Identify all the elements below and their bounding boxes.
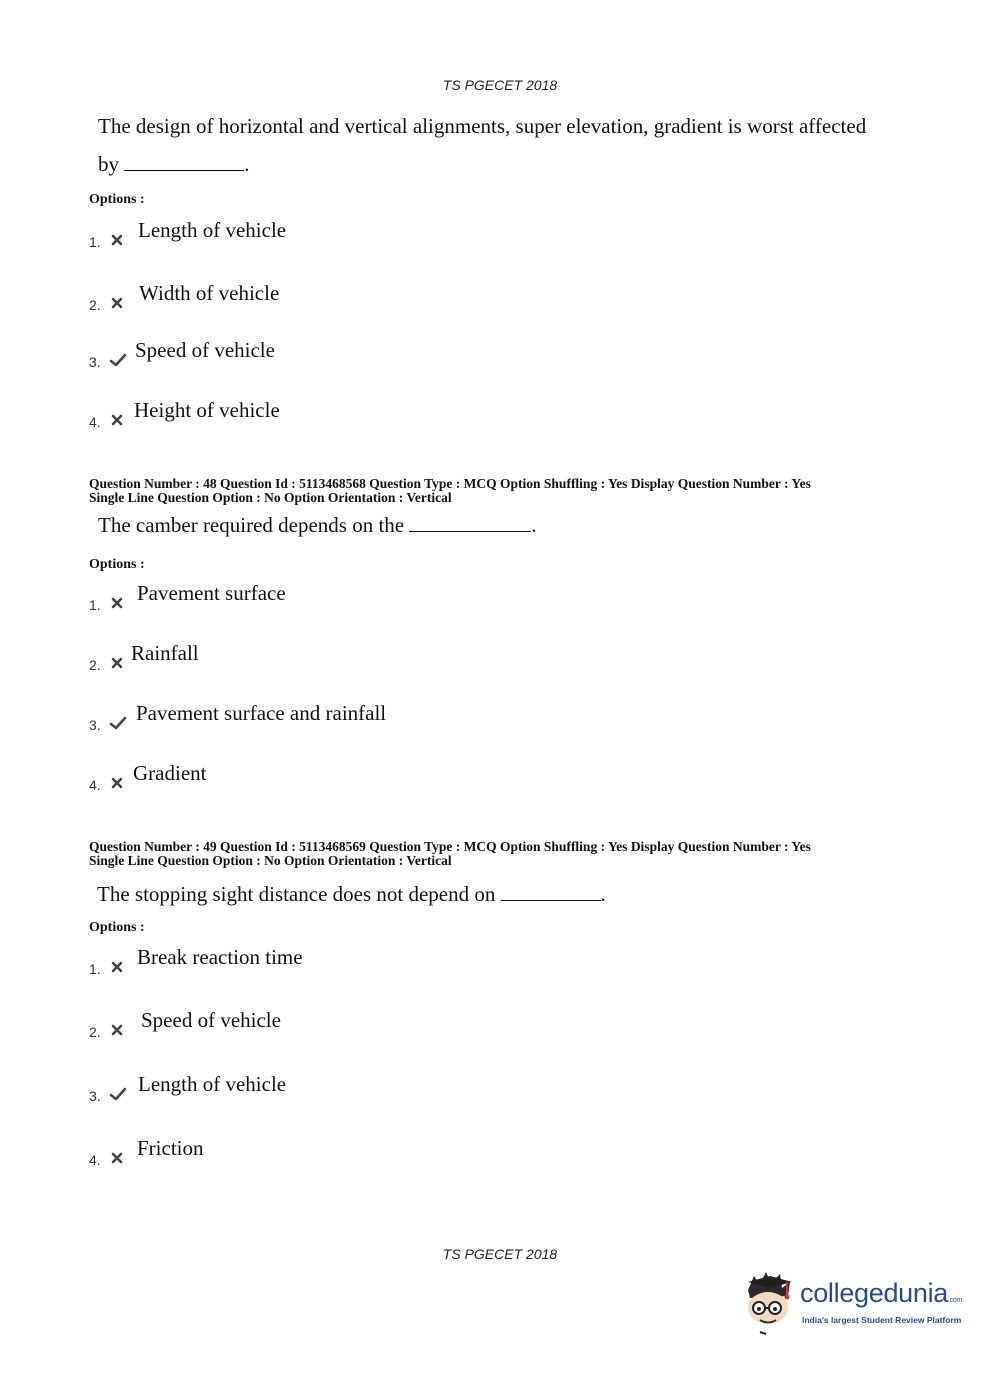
option-number: 4.	[89, 777, 101, 793]
option-number: 2.	[89, 1024, 101, 1040]
option-label: Break reaction time	[137, 945, 303, 969]
option-label: Gradient	[133, 761, 207, 785]
option-number: 3.	[89, 1088, 101, 1104]
question-49-period: .	[600, 882, 606, 906]
option-number: 1.	[89, 961, 101, 977]
option-number: 3.	[89, 354, 101, 370]
wrong-cross-icon	[109, 655, 125, 671]
question-48-options-label: Options :	[89, 557, 145, 572]
option-label: Rainfall	[131, 641, 199, 665]
logo-brand-text: collegedunia	[800, 1278, 949, 1308]
wrong-cross-icon	[109, 595, 125, 611]
option-number: 1.	[89, 597, 101, 613]
option-label: Pavement surface and rainfall	[136, 701, 387, 725]
page-footer: TS PGECET 2018	[442, 1246, 558, 1262]
question-49-meta-line1: Question Number : 49 Question Id : 5113468569 Question Type : MCQ Option Shuffling : Yes Display Question Number : Yes	[89, 839, 811, 854]
question-47-text-by: by	[98, 152, 119, 176]
correct-check-icon	[109, 1086, 125, 1102]
question-49-text-body: The stopping sight distance does not depend on	[97, 882, 496, 906]
option-label: Width of vehicle	[139, 281, 280, 305]
option-label: Speed of vehicle	[141, 1008, 281, 1032]
option-label: Friction	[137, 1136, 204, 1160]
option-number: 4.	[89, 1152, 101, 1168]
option-label: Height of vehicle	[134, 398, 280, 422]
option-label: Pavement surface	[137, 581, 286, 605]
question-47-text-line2	[98, 152, 250, 177]
question-48-text-body: The camber required depends on the	[98, 513, 405, 537]
question-48-text	[98, 513, 537, 538]
option-number: 2.	[89, 657, 101, 673]
option-number: 4.	[89, 414, 101, 430]
option-label: Speed of vehicle	[135, 338, 275, 362]
question-48-meta-line1: Question Number : 48 Question Id : 5113468568 Question Type : MCQ Option Shuffling : Yes Display Question Number : Yes	[89, 476, 811, 491]
question-49-meta	[89, 840, 909, 868]
collegedunia-logo	[740, 1268, 970, 1340]
wrong-cross-icon	[109, 775, 125, 791]
logo-brand-suffix: .com	[948, 1297, 963, 1304]
correct-check-icon	[109, 352, 125, 368]
logo-brand	[800, 1278, 962, 1309]
logo-tagline: India's largest Student Review Platform	[802, 1315, 962, 1325]
question-47-options-label: Options :	[89, 192, 145, 207]
question-48-period: .	[531, 513, 537, 537]
page-header: TS PGECET 2018	[442, 77, 558, 93]
option-number: 1.	[89, 234, 101, 250]
option-number: 3.	[89, 717, 101, 733]
wrong-cross-icon	[109, 232, 125, 248]
answer-blank	[409, 513, 531, 532]
question-47-text-line1: The design of horizontal and vertical alignments, super elevation, gradient is worst affected	[98, 114, 867, 138]
option-label: Length of vehicle	[138, 218, 287, 242]
question-49-options-label: Options :	[89, 920, 145, 935]
question-48-meta-line2: Single Line Question Option : No Option Orientation : Vertical	[89, 490, 452, 505]
answer-blank	[124, 152, 244, 171]
question-47-period: .	[244, 152, 250, 176]
wrong-cross-icon	[109, 295, 125, 311]
wrong-cross-icon	[109, 1022, 125, 1038]
option-number: 2.	[89, 297, 101, 313]
question-49-meta-line2: Single Line Question Option : No Option Orientation : Vertical	[89, 853, 452, 868]
option-label: Length of vehicle	[138, 1072, 287, 1096]
correct-check-icon	[109, 715, 125, 731]
wrong-cross-icon	[109, 959, 125, 975]
answer-blank	[501, 882, 601, 901]
wrong-cross-icon	[109, 412, 125, 428]
question-48-meta	[89, 477, 909, 505]
wrong-cross-icon	[109, 1150, 125, 1166]
mascot-icon	[740, 1268, 800, 1340]
question-49-text	[97, 882, 606, 907]
